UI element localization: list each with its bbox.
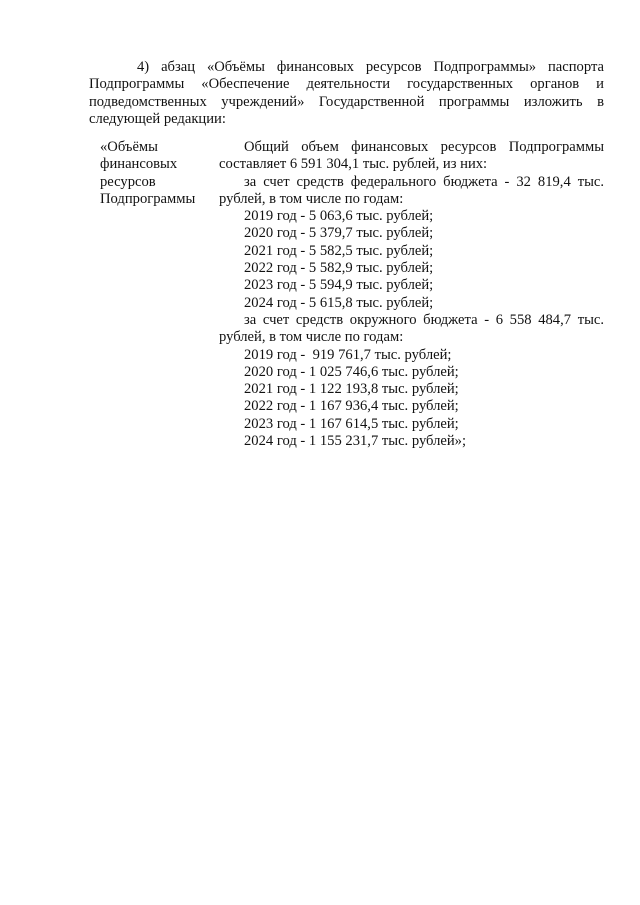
federal-heading: за счет средств федерального бюджета - 32 819,4 тыс. рублей, в том числе по годам: [219, 173, 604, 207]
row-label [100, 139, 210, 208]
district-year-line: 2020 год - 1 025 746,6 тыс. рублей; [244, 363, 459, 380]
federal-year-line: 2021 год - 5 582,5 тыс. рублей; [244, 242, 434, 259]
federal-year-line: 2022 год - 5 582,9 тыс. рублей; [244, 260, 434, 277]
district-year-line: 2022 год - 1 167 936,4 тыс. рублей; [244, 398, 459, 415]
federal-year-line: 2024 год - 5 615,8 тыс. рублей; [244, 294, 434, 311]
district-heading: за счет средств окружного бюджета - 6 558 484,7 тыс. рублей, в том числе по годам: [219, 311, 604, 346]
label-line: финансовых [100, 156, 178, 173]
label-line: Подпрограммы [100, 190, 196, 207]
label-line: ресурсов [100, 173, 156, 190]
federal-year-line: 2019 год - 5 063,6 тыс. рублей; [244, 208, 434, 225]
district-year-line: 2021 год - 1 122 193,8 тыс. рублей; [244, 381, 459, 398]
district-year-line: 2023 год - 1 167 614,5 тыс. рублей; [244, 415, 459, 432]
federal-year-line: 2020 год - 5 379,7 тыс. рублей; [244, 225, 434, 242]
federal-year-line: 2023 год - 5 594,9 тыс. рублей; [244, 277, 434, 294]
row-content [219, 139, 604, 450]
label-line: «Объёмы [100, 139, 158, 155]
intro-paragraph: 4) абзац «Объёмы финансовых ресурсов Подпрограммы» паспорта Подпрограммы «Обеспечение деятельности государственных органов и подведомственных учреждений» Государственной программы изложить в следующей редакции: [89, 59, 604, 127]
district-year-line: 2019 год - 919 761,7 тыс. рублей; [244, 346, 452, 363]
total-paragraph: Общий объем финансовых ресурсов Подпрограммы составляет 6 591 304,1 тыс. рублей, из них: [219, 139, 604, 173]
district-year-line: 2024 год - 1 155 231,7 тыс. рублей»; [244, 433, 467, 450]
